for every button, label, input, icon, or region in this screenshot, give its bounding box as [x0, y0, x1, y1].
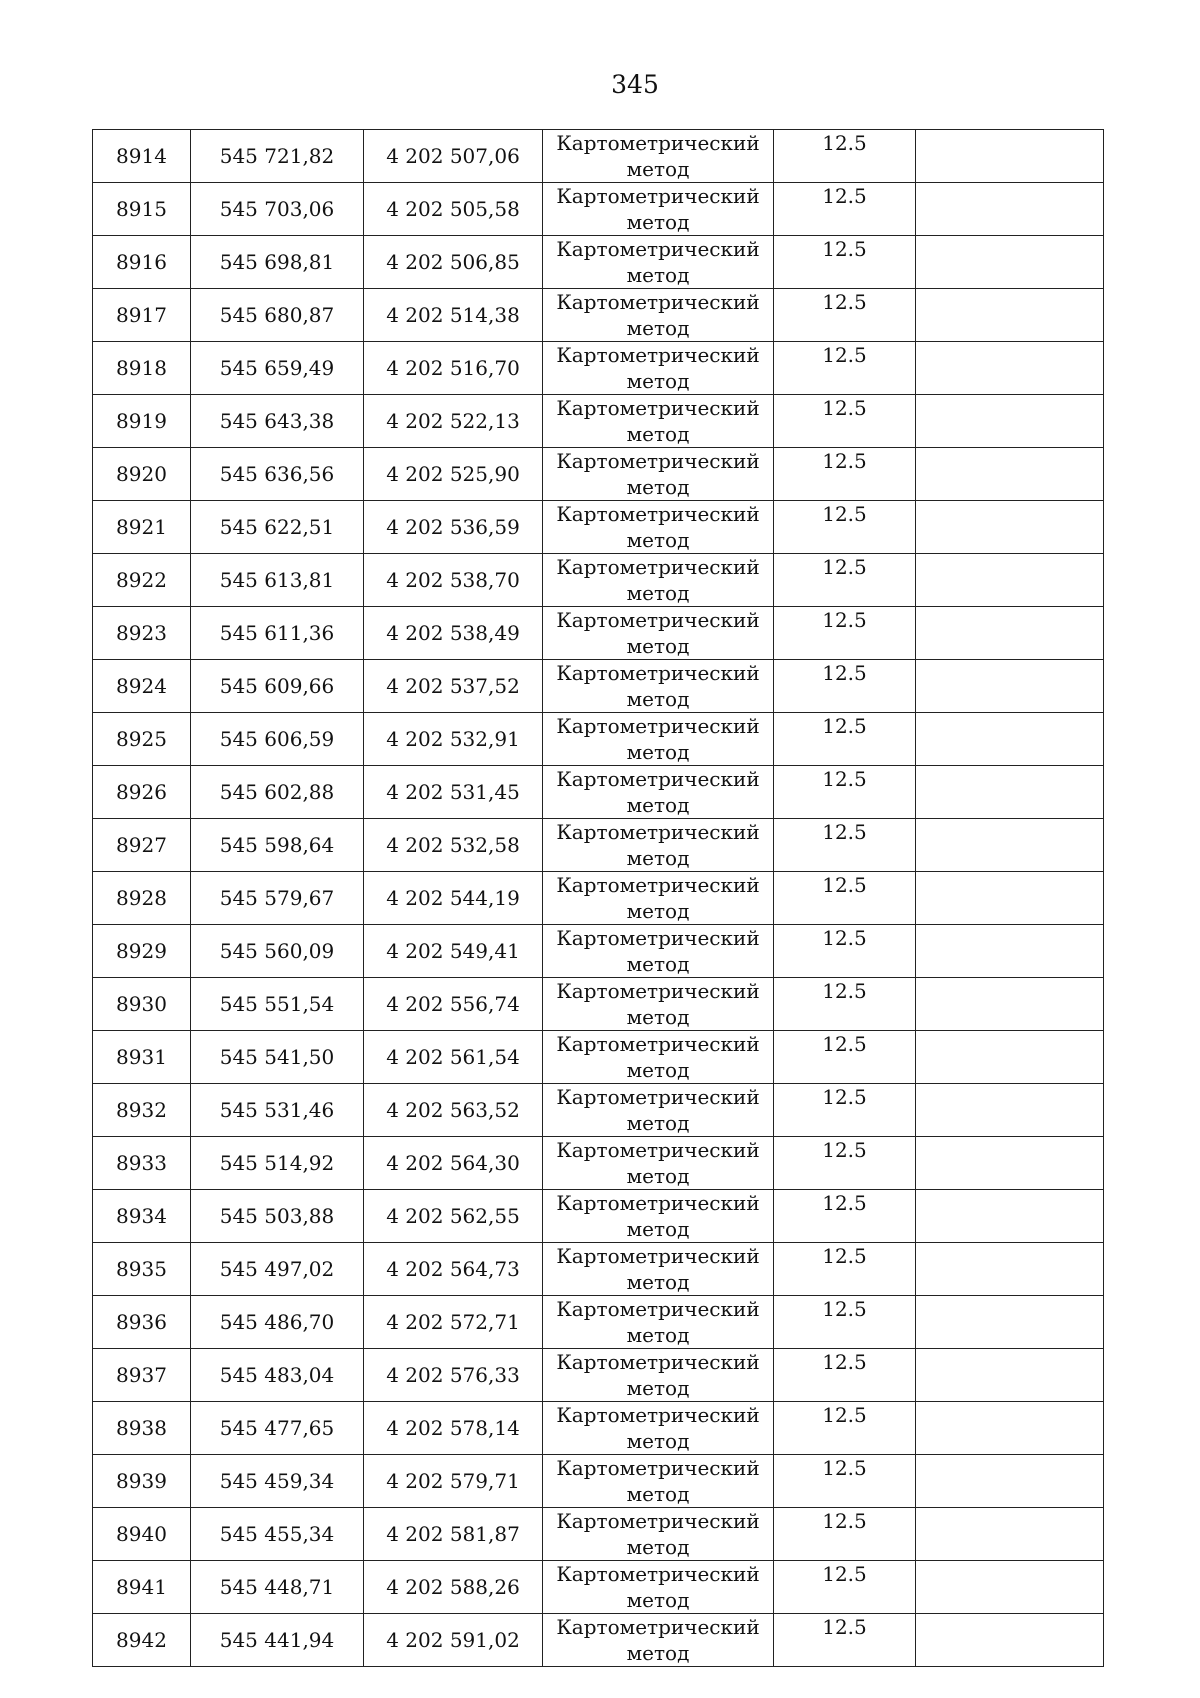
method-line-1: Картометрический	[556, 1456, 760, 1480]
accuracy-cell: 12.5	[774, 395, 916, 448]
description-cell	[916, 342, 1104, 395]
point-number-cell: 8917	[93, 289, 191, 342]
point-number-cell: 8940	[93, 1508, 191, 1561]
description-cell	[916, 1243, 1104, 1296]
method-line-1: Картометрический	[556, 237, 760, 261]
method-cell	[543, 978, 774, 1031]
description-cell	[916, 501, 1104, 554]
method-line-1: Картометрический	[556, 1509, 760, 1533]
y-coordinate-cell: 4 202 506,85	[364, 236, 543, 289]
method-line-1: Картометрический	[556, 343, 760, 367]
method-cell	[543, 1614, 774, 1667]
y-coordinate-cell: 4 202 578,14	[364, 1402, 543, 1455]
method-cell	[543, 1243, 774, 1296]
method-line-2: метод	[626, 1164, 690, 1188]
description-cell	[916, 395, 1104, 448]
description-cell	[916, 607, 1104, 660]
table-row	[93, 1084, 1104, 1137]
method-line-1: Картометрический	[556, 608, 760, 632]
accuracy-cell: 12.5	[774, 1190, 916, 1243]
method-cell	[543, 1296, 774, 1349]
table-row	[93, 1296, 1104, 1349]
table-row	[93, 607, 1104, 660]
method-cell	[543, 1084, 774, 1137]
method-cell	[543, 1402, 774, 1455]
point-number-cell: 8938	[93, 1402, 191, 1455]
table-row	[93, 925, 1104, 978]
method-line-2: метод	[626, 316, 690, 340]
method-cell	[543, 289, 774, 342]
method-cell	[543, 395, 774, 448]
point-number-cell: 8923	[93, 607, 191, 660]
x-coordinate-cell: 545 497,02	[191, 1243, 364, 1296]
method-line-1: Картометрический	[556, 1032, 760, 1056]
y-coordinate-cell: 4 202 588,26	[364, 1561, 543, 1614]
y-coordinate-cell: 4 202 507,06	[364, 130, 543, 183]
method-line-2: метод	[626, 634, 690, 658]
method-cell	[543, 1349, 774, 1402]
x-coordinate-cell: 545 698,81	[191, 236, 364, 289]
accuracy-cell: 12.5	[774, 130, 916, 183]
description-cell	[916, 448, 1104, 501]
method-cell	[543, 448, 774, 501]
method-cell	[543, 1561, 774, 1614]
method-line-1: Картометрический	[556, 1244, 760, 1268]
method-line-2: метод	[626, 157, 690, 181]
x-coordinate-cell: 545 455,34	[191, 1508, 364, 1561]
method-line-1: Картометрический	[556, 1350, 760, 1374]
accuracy-cell: 12.5	[774, 1296, 916, 1349]
method-cell	[543, 1455, 774, 1508]
point-number-cell: 8919	[93, 395, 191, 448]
accuracy-cell: 12.5	[774, 289, 916, 342]
method-cell	[543, 1031, 774, 1084]
x-coordinate-cell: 545 611,36	[191, 607, 364, 660]
accuracy-cell: 12.5	[774, 236, 916, 289]
y-coordinate-cell: 4 202 538,70	[364, 554, 543, 607]
y-coordinate-cell: 4 202 562,55	[364, 1190, 543, 1243]
y-coordinate-cell: 4 202 536,59	[364, 501, 543, 554]
table-row	[93, 872, 1104, 925]
method-cell	[543, 925, 774, 978]
method-line-2: метод	[626, 1429, 690, 1453]
point-number-cell: 8916	[93, 236, 191, 289]
table-row	[93, 395, 1104, 448]
table-row	[93, 236, 1104, 289]
point-number-cell: 8936	[93, 1296, 191, 1349]
point-number-cell: 8934	[93, 1190, 191, 1243]
point-number-cell: 8920	[93, 448, 191, 501]
method-cell	[543, 1190, 774, 1243]
point-number-cell: 8930	[93, 978, 191, 1031]
point-number-cell: 8935	[93, 1243, 191, 1296]
method-line-2: метод	[626, 1323, 690, 1347]
method-line-1: Картометрический	[556, 1403, 760, 1427]
method-cell	[543, 872, 774, 925]
x-coordinate-cell: 545 606,59	[191, 713, 364, 766]
y-coordinate-cell: 4 202 591,02	[364, 1614, 543, 1667]
table-row	[93, 1349, 1104, 1402]
description-cell	[916, 1084, 1104, 1137]
accuracy-cell: 12.5	[774, 1508, 916, 1561]
method-line-2: метод	[626, 369, 690, 393]
method-line-1: Картометрический	[556, 1138, 760, 1162]
description-cell	[916, 978, 1104, 1031]
y-coordinate-cell: 4 202 532,91	[364, 713, 543, 766]
description-cell	[916, 660, 1104, 713]
x-coordinate-cell: 545 622,51	[191, 501, 364, 554]
x-coordinate-cell: 545 531,46	[191, 1084, 364, 1137]
table-row	[93, 660, 1104, 713]
x-coordinate-cell: 545 514,92	[191, 1137, 364, 1190]
method-line-1: Картометрический	[556, 767, 760, 791]
method-line-2: метод	[626, 528, 690, 552]
accuracy-cell: 12.5	[774, 766, 916, 819]
accuracy-cell: 12.5	[774, 1349, 916, 1402]
accuracy-cell: 12.5	[774, 925, 916, 978]
y-coordinate-cell: 4 202 531,45	[364, 766, 543, 819]
description-cell	[916, 1137, 1104, 1190]
accuracy-cell: 12.5	[774, 183, 916, 236]
x-coordinate-cell: 545 680,87	[191, 289, 364, 342]
method-line-1: Картометрический	[556, 1562, 760, 1586]
y-coordinate-cell: 4 202 537,52	[364, 660, 543, 713]
table-row	[93, 1508, 1104, 1561]
table-row	[93, 1614, 1104, 1667]
y-coordinate-cell: 4 202 564,30	[364, 1137, 543, 1190]
page-number: 345	[611, 70, 659, 99]
y-coordinate-cell: 4 202 525,90	[364, 448, 543, 501]
description-cell	[916, 236, 1104, 289]
method-line-1: Картометрический	[556, 1191, 760, 1215]
x-coordinate-cell: 545 503,88	[191, 1190, 364, 1243]
y-coordinate-cell: 4 202 581,87	[364, 1508, 543, 1561]
method-line-2: метод	[626, 899, 690, 923]
table-row	[93, 130, 1104, 183]
x-coordinate-cell: 545 703,06	[191, 183, 364, 236]
method-line-1: Картометрический	[556, 979, 760, 1003]
method-line-2: метод	[626, 1005, 690, 1029]
method-cell	[543, 660, 774, 713]
y-coordinate-cell: 4 202 514,38	[364, 289, 543, 342]
table-row	[93, 289, 1104, 342]
method-line-2: метод	[626, 952, 690, 976]
method-line-1: Картометрический	[556, 502, 760, 526]
accuracy-cell: 12.5	[774, 1402, 916, 1455]
accuracy-cell: 12.5	[774, 713, 916, 766]
accuracy-cell: 12.5	[774, 607, 916, 660]
method-line-1: Картометрический	[556, 926, 760, 950]
x-coordinate-cell: 545 579,67	[191, 872, 364, 925]
point-number-cell: 8931	[93, 1031, 191, 1084]
accuracy-cell: 12.5	[774, 1031, 916, 1084]
x-coordinate-cell: 545 459,34	[191, 1455, 364, 1508]
table-row	[93, 1137, 1104, 1190]
method-line-2: метод	[626, 1270, 690, 1294]
table-row	[93, 1190, 1104, 1243]
table-row	[93, 1455, 1104, 1508]
accuracy-cell: 12.5	[774, 501, 916, 554]
method-line-1: Картометрический	[556, 131, 760, 155]
x-coordinate-cell: 545 613,81	[191, 554, 364, 607]
table-row	[93, 978, 1104, 1031]
description-cell	[916, 1455, 1104, 1508]
table-row	[93, 1243, 1104, 1296]
x-coordinate-cell: 545 602,88	[191, 766, 364, 819]
accuracy-cell: 12.5	[774, 1561, 916, 1614]
description-cell	[916, 1031, 1104, 1084]
y-coordinate-cell: 4 202 556,74	[364, 978, 543, 1031]
description-cell	[916, 713, 1104, 766]
point-number-cell: 8932	[93, 1084, 191, 1137]
point-number-cell: 8926	[93, 766, 191, 819]
accuracy-cell: 12.5	[774, 1614, 916, 1667]
description-cell	[916, 130, 1104, 183]
method-cell	[543, 1508, 774, 1561]
method-cell	[543, 342, 774, 395]
coordinates-table-body	[93, 130, 1104, 1667]
description-cell	[916, 1508, 1104, 1561]
method-line-2: метод	[626, 846, 690, 870]
method-cell	[543, 183, 774, 236]
method-line-1: Картометрический	[556, 1085, 760, 1109]
table-row	[93, 183, 1104, 236]
x-coordinate-cell: 545 541,50	[191, 1031, 364, 1084]
accuracy-cell: 12.5	[774, 1455, 916, 1508]
method-cell	[543, 501, 774, 554]
method-line-2: метод	[626, 1217, 690, 1241]
table-row	[93, 819, 1104, 872]
method-cell	[543, 1137, 774, 1190]
method-line-1: Картометрический	[556, 555, 760, 579]
table-row	[93, 1031, 1104, 1084]
method-line-2: метод	[626, 1482, 690, 1506]
point-number-cell: 8924	[93, 660, 191, 713]
description-cell	[916, 289, 1104, 342]
point-number-cell: 8927	[93, 819, 191, 872]
accuracy-cell: 12.5	[774, 978, 916, 1031]
point-number-cell: 8918	[93, 342, 191, 395]
method-line-1: Картометрический	[556, 820, 760, 844]
y-coordinate-cell: 4 202 544,19	[364, 872, 543, 925]
method-line-1: Картометрический	[556, 449, 760, 473]
method-line-2: метод	[626, 581, 690, 605]
method-line-1: Картометрический	[556, 873, 760, 897]
y-coordinate-cell: 4 202 505,58	[364, 183, 543, 236]
point-number-cell: 8933	[93, 1137, 191, 1190]
accuracy-cell: 12.5	[774, 342, 916, 395]
method-line-1: Картометрический	[556, 661, 760, 685]
table-row	[93, 501, 1104, 554]
method-cell	[543, 130, 774, 183]
point-number-cell: 8928	[93, 872, 191, 925]
method-line-1: Картометрический	[556, 1297, 760, 1321]
point-number-cell: 8937	[93, 1349, 191, 1402]
x-coordinate-cell: 545 486,70	[191, 1296, 364, 1349]
method-cell	[543, 607, 774, 660]
point-number-cell: 8922	[93, 554, 191, 607]
description-cell	[916, 1561, 1104, 1614]
x-coordinate-cell: 545 448,71	[191, 1561, 364, 1614]
method-line-2: метод	[626, 475, 690, 499]
x-coordinate-cell: 545 483,04	[191, 1349, 364, 1402]
method-line-2: метод	[626, 1588, 690, 1612]
y-coordinate-cell: 4 202 576,33	[364, 1349, 543, 1402]
method-line-2: метод	[626, 1535, 690, 1559]
table-row	[93, 1561, 1104, 1614]
accuracy-cell: 12.5	[774, 448, 916, 501]
y-coordinate-cell: 4 202 564,73	[364, 1243, 543, 1296]
point-number-cell: 8942	[93, 1614, 191, 1667]
description-cell	[916, 766, 1104, 819]
table-row	[93, 342, 1104, 395]
description-cell	[916, 1349, 1104, 1402]
x-coordinate-cell: 545 609,66	[191, 660, 364, 713]
description-cell	[916, 1296, 1104, 1349]
accuracy-cell: 12.5	[774, 819, 916, 872]
x-coordinate-cell: 545 721,82	[191, 130, 364, 183]
coordinates-table	[92, 129, 1104, 1667]
point-number-cell: 8939	[93, 1455, 191, 1508]
y-coordinate-cell: 4 202 572,71	[364, 1296, 543, 1349]
point-number-cell: 8929	[93, 925, 191, 978]
method-line-1: Картометрический	[556, 290, 760, 314]
method-line-1: Картометрический	[556, 1615, 760, 1639]
accuracy-cell: 12.5	[774, 554, 916, 607]
method-line-2: метод	[626, 1376, 690, 1400]
y-coordinate-cell: 4 202 522,13	[364, 395, 543, 448]
method-line-2: метод	[626, 793, 690, 817]
x-coordinate-cell: 545 441,94	[191, 1614, 364, 1667]
method-line-2: метод	[626, 740, 690, 764]
method-line-2: метод	[626, 1111, 690, 1135]
point-number-cell: 8941	[93, 1561, 191, 1614]
y-coordinate-cell: 4 202 538,49	[364, 607, 543, 660]
x-coordinate-cell: 545 477,65	[191, 1402, 364, 1455]
description-cell	[916, 1402, 1104, 1455]
y-coordinate-cell: 4 202 516,70	[364, 342, 543, 395]
y-coordinate-cell: 4 202 561,54	[364, 1031, 543, 1084]
accuracy-cell: 12.5	[774, 660, 916, 713]
point-number-cell: 8915	[93, 183, 191, 236]
accuracy-cell: 12.5	[774, 872, 916, 925]
method-line-1: Картометрический	[556, 714, 760, 738]
method-cell	[543, 554, 774, 607]
method-line-1: Картометрический	[556, 396, 760, 420]
table-row	[93, 713, 1104, 766]
method-line-2: метод	[626, 263, 690, 287]
y-coordinate-cell: 4 202 579,71	[364, 1455, 543, 1508]
method-line-2: метод	[626, 687, 690, 711]
method-line-1: Картометрический	[556, 184, 760, 208]
table-row	[93, 448, 1104, 501]
y-coordinate-cell: 4 202 532,58	[364, 819, 543, 872]
table-row	[93, 766, 1104, 819]
method-cell	[543, 766, 774, 819]
method-line-2: метод	[626, 422, 690, 446]
description-cell	[916, 554, 1104, 607]
description-cell	[916, 819, 1104, 872]
accuracy-cell: 12.5	[774, 1243, 916, 1296]
description-cell	[916, 183, 1104, 236]
table-row	[93, 1402, 1104, 1455]
x-coordinate-cell: 545 598,64	[191, 819, 364, 872]
method-line-2: метод	[626, 210, 690, 234]
accuracy-cell: 12.5	[774, 1084, 916, 1137]
description-cell	[916, 1190, 1104, 1243]
description-cell	[916, 925, 1104, 978]
method-cell	[543, 236, 774, 289]
method-cell	[543, 713, 774, 766]
x-coordinate-cell: 545 636,56	[191, 448, 364, 501]
x-coordinate-cell: 545 560,09	[191, 925, 364, 978]
point-number-cell: 8921	[93, 501, 191, 554]
table-row	[93, 554, 1104, 607]
y-coordinate-cell: 4 202 563,52	[364, 1084, 543, 1137]
description-cell	[916, 1614, 1104, 1667]
x-coordinate-cell: 545 551,54	[191, 978, 364, 1031]
x-coordinate-cell: 545 659,49	[191, 342, 364, 395]
accuracy-cell: 12.5	[774, 1137, 916, 1190]
point-number-cell: 8925	[93, 713, 191, 766]
x-coordinate-cell: 545 643,38	[191, 395, 364, 448]
description-cell	[916, 872, 1104, 925]
point-number-cell: 8914	[93, 130, 191, 183]
y-coordinate-cell: 4 202 549,41	[364, 925, 543, 978]
method-cell	[543, 819, 774, 872]
method-line-2: метод	[626, 1641, 690, 1665]
method-line-2: метод	[626, 1058, 690, 1082]
